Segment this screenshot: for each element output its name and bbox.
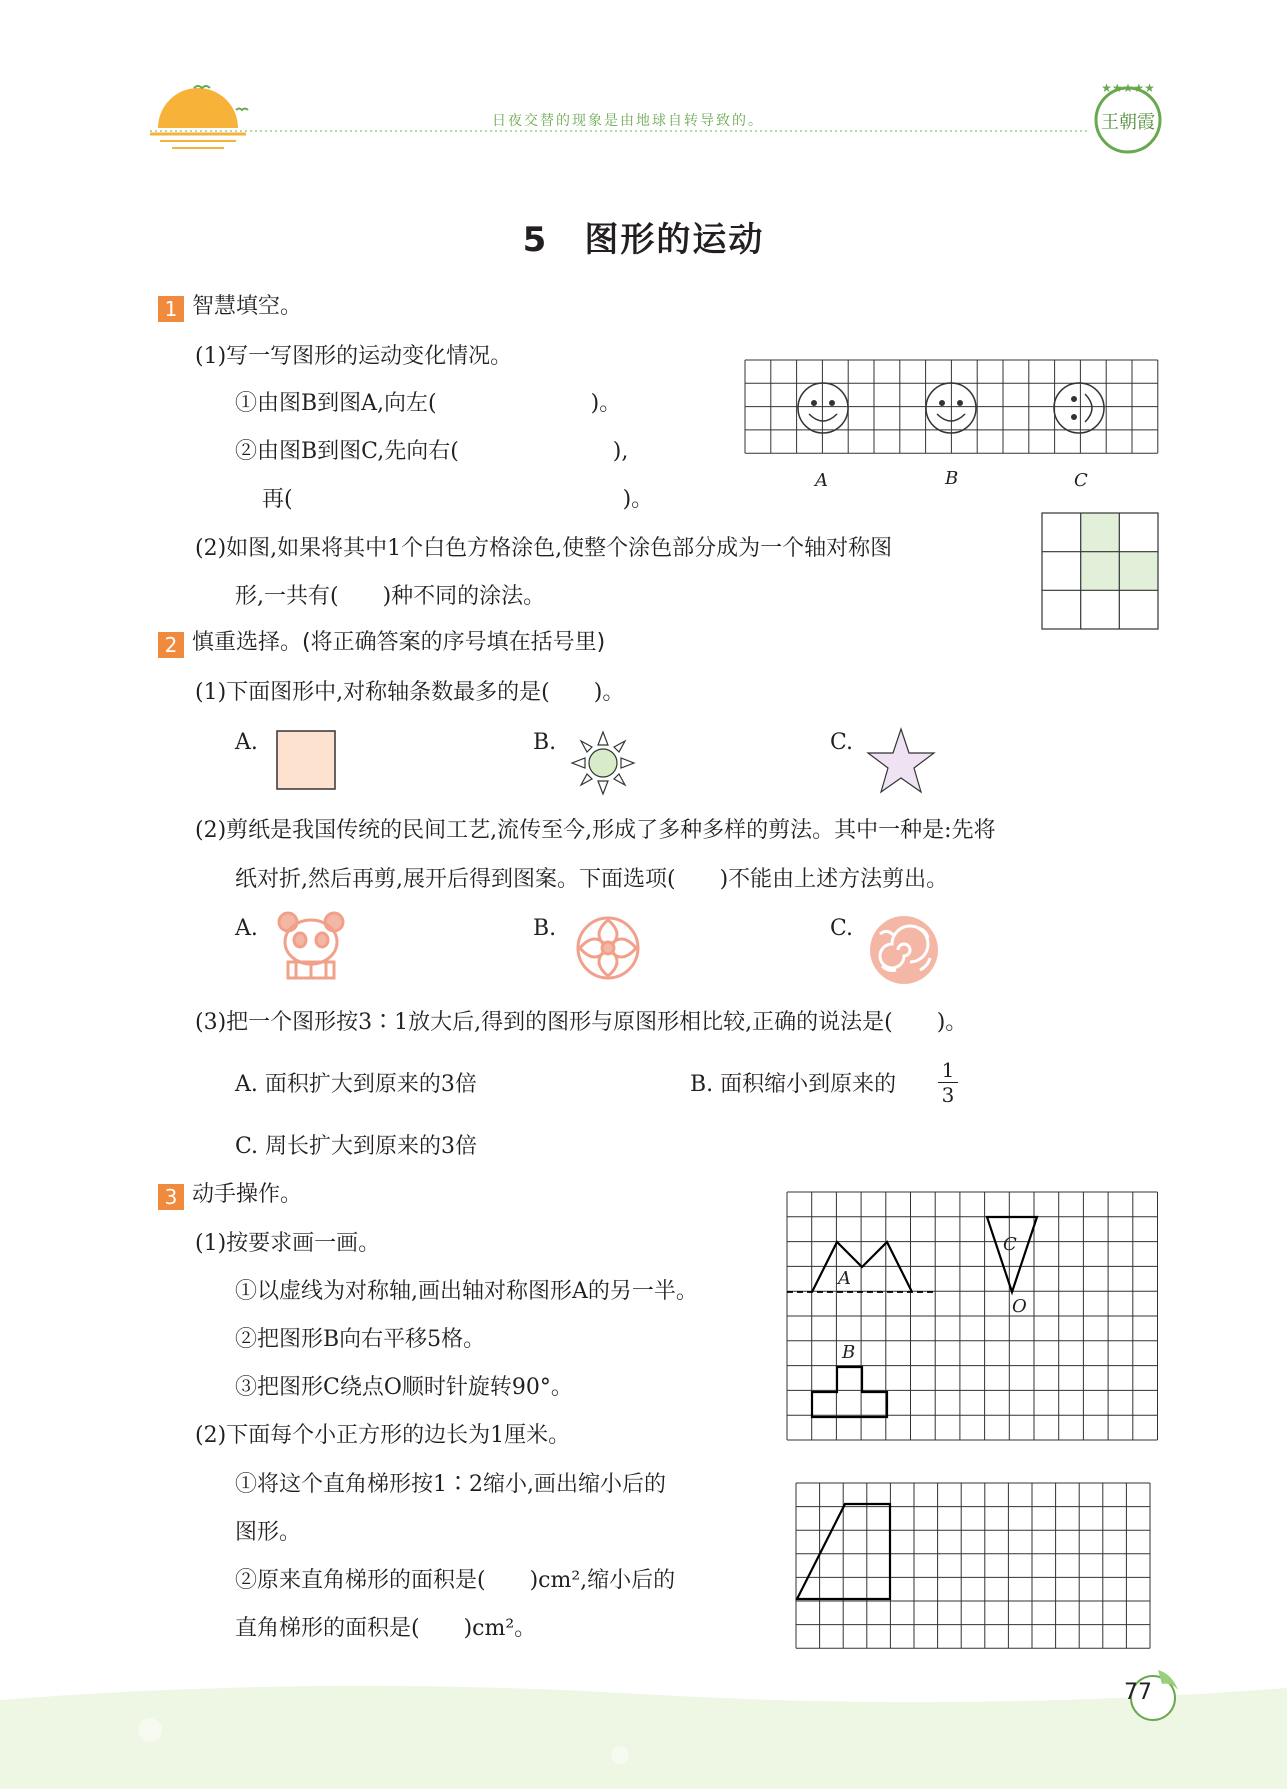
papercut-option-c-label: C. bbox=[830, 916, 854, 941]
q3-part1-line-b: ②把图形B向右平移5格。 bbox=[235, 1327, 486, 1352]
q3-part1-prompt: (1)按要求画一画。 bbox=[195, 1231, 381, 1256]
q2-part1-prompt: (1)下面图形中,对称轴条数最多的是( )。 bbox=[195, 680, 625, 705]
q1-part1-line-c: 再( )。 bbox=[262, 487, 654, 512]
q3-part1-line-a: ①以虚线为对称轴,画出轴对称图形A的另一半。 bbox=[235, 1279, 698, 1304]
brand-badge bbox=[1090, 78, 1168, 168]
q1-part2-line1: (2)如图,如果将其中1个白色方格涂色,使整个涂色部分成为一个轴对称图 bbox=[195, 536, 893, 561]
q2-part2-line2: 纸对折,然后再剪,展开后得到图案。下面选项( )不能由上述方法剪出。 bbox=[235, 867, 949, 892]
face-c bbox=[1054, 383, 1104, 433]
sun-shape bbox=[570, 730, 636, 796]
transform-grid bbox=[787, 1192, 1158, 1440]
face-a bbox=[798, 383, 848, 433]
brand-name: 王朝霞 bbox=[1101, 112, 1155, 133]
section-number: 3 bbox=[158, 1184, 184, 1210]
square-shape bbox=[276, 730, 336, 792]
panda-papercut bbox=[274, 910, 348, 982]
q3-part2-line-b2: 直角梯形的面积是( )cm²。 bbox=[235, 1616, 537, 1641]
grid-label-b: B bbox=[945, 468, 959, 489]
section-1-heading: 1 智慧填空。 bbox=[158, 296, 302, 322]
section-3-heading: 3 动手操作。 bbox=[158, 1184, 302, 1210]
grid-label-c: C bbox=[1074, 470, 1088, 491]
shading-grid bbox=[1042, 513, 1158, 629]
sunset-logo bbox=[150, 78, 260, 150]
figure-label-a: A bbox=[838, 1268, 851, 1289]
smiley-grid bbox=[745, 360, 1158, 465]
fraction-denominator: 3 bbox=[941, 1083, 955, 1107]
star-shape bbox=[866, 726, 936, 796]
section-number: 2 bbox=[158, 632, 184, 658]
q2-part3-prompt: (3)把一个图形按3∶1放大后,得到的图形与原图形相比较,正确的说法是( )。 bbox=[195, 1010, 968, 1035]
grid-label-a: A bbox=[815, 470, 828, 491]
page-number: 77 bbox=[1124, 1680, 1152, 1705]
q1-part1-prompt: (1)写一写图形的运动变化情况。 bbox=[195, 344, 513, 369]
q2-part2-line1: (2)剪纸是我国传统的民间工艺,流传至今,形成了多种多样的剪法。其中一种是:先将 bbox=[195, 818, 996, 843]
ornament-papercut bbox=[570, 910, 646, 986]
q1-part1-line-b: ②由图B到图C,先向右( ), bbox=[235, 439, 629, 464]
point-label-o: O bbox=[1012, 1296, 1027, 1317]
section-2-heading: 2 慎重选择。(将正确答案的序号填在括号里) bbox=[158, 632, 605, 658]
svg-text:★★★★★: ★★★★★ bbox=[1101, 81, 1155, 95]
q1-part2-line2: 形,一共有( )种不同的涂法。 bbox=[235, 584, 546, 609]
option-c-label: C. bbox=[830, 730, 854, 755]
figure-label-c: C bbox=[1003, 1234, 1017, 1255]
page-title: 5 图形的运动 bbox=[522, 220, 765, 260]
q3-part2-prompt: (2)下面每个小正方形的边长为1厘米。 bbox=[195, 1423, 571, 1448]
option-a-label: A. bbox=[235, 730, 258, 755]
papercut-option-b-label: B. bbox=[533, 916, 557, 941]
trapezoid-grid bbox=[796, 1483, 1150, 1648]
q3-part2-line-b1: ②原来直角梯形的面积是( )cm²,缩小后的 bbox=[235, 1568, 676, 1593]
q3-part1-line-c: ③把图形C绕点O顺时针旋转90°。 bbox=[235, 1375, 573, 1400]
footer-wave bbox=[0, 1670, 1287, 1789]
q1-part1-line-a: ①由图B到图A,向左( )。 bbox=[235, 391, 622, 416]
fraction bbox=[938, 1060, 958, 1105]
header-dotted-rule bbox=[150, 130, 1090, 134]
q2-part3-option-b: B. 面积缩小到原来的 bbox=[690, 1072, 897, 1097]
swirl-papercut bbox=[868, 914, 940, 986]
q2-part3-option-c: C. 周长扩大到原来的3倍 bbox=[235, 1134, 478, 1159]
option-b-label: B. bbox=[533, 730, 557, 755]
papercut-option-a-label: A. bbox=[235, 916, 258, 941]
header-motto: 日夜交替的现象是由地球自转导致的。 bbox=[492, 113, 764, 129]
q3-part2-line-a2: 图形。 bbox=[235, 1520, 302, 1545]
fraction-numerator: 1 bbox=[941, 1058, 955, 1082]
figure-label-b: B bbox=[842, 1342, 856, 1363]
q2-part3-option-a: A. 面积扩大到原来的3倍 bbox=[235, 1072, 477, 1097]
q3-part2-line-a1: ①将这个直角梯形按1∶2缩小,画出缩小后的 bbox=[235, 1472, 666, 1497]
figure-b bbox=[812, 1367, 887, 1417]
section-number: 1 bbox=[158, 296, 184, 322]
figure-a-half bbox=[812, 1242, 912, 1292]
